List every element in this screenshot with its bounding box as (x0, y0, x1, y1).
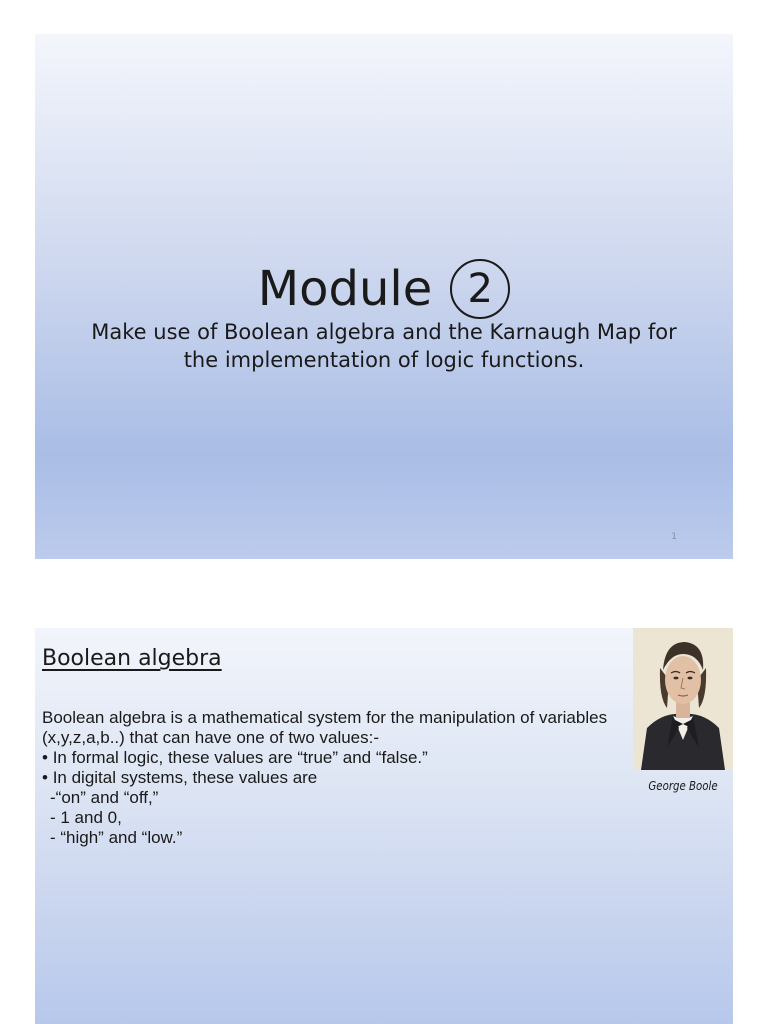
bullet-text: In digital systems, these values are (52, 768, 318, 787)
bullet-text: In formal logic, these values are “true” and “false.” (52, 748, 428, 767)
george-boole-portrait (633, 628, 733, 770)
portrait-illustration-icon (633, 628, 733, 770)
slide-heading: Boolean algebra (42, 646, 222, 671)
portrait-caption: George Boole (648, 779, 718, 793)
intro-paragraph: Boolean algebra is a mathematical system for the manipulation of variables (x,y,z,a,b..) that can have one of two values:- (42, 708, 608, 747)
slide-module-title (35, 34, 733, 559)
bullet-item: • In formal logic, these values are “true” and “false.” (42, 748, 428, 767)
slide-subtitle: Make use of Boolean algebra and the Karnaugh Map for the implementation of logic functions. (91, 320, 677, 372)
slide-body (42, 708, 622, 848)
sub-item: -“on” and “off,” (50, 788, 159, 807)
module-title-text: Module (257, 261, 433, 317)
slide-title (35, 259, 733, 319)
slide-number: 1 (671, 532, 677, 542)
module-number-circle: 2 (450, 259, 510, 319)
sub-item: - “high” and “low.” (50, 828, 183, 847)
bullet-item: • In digital systems, these values are (42, 768, 318, 787)
sub-item: - 1 and 0, (50, 808, 122, 827)
slide-boolean-algebra (35, 628, 733, 1024)
